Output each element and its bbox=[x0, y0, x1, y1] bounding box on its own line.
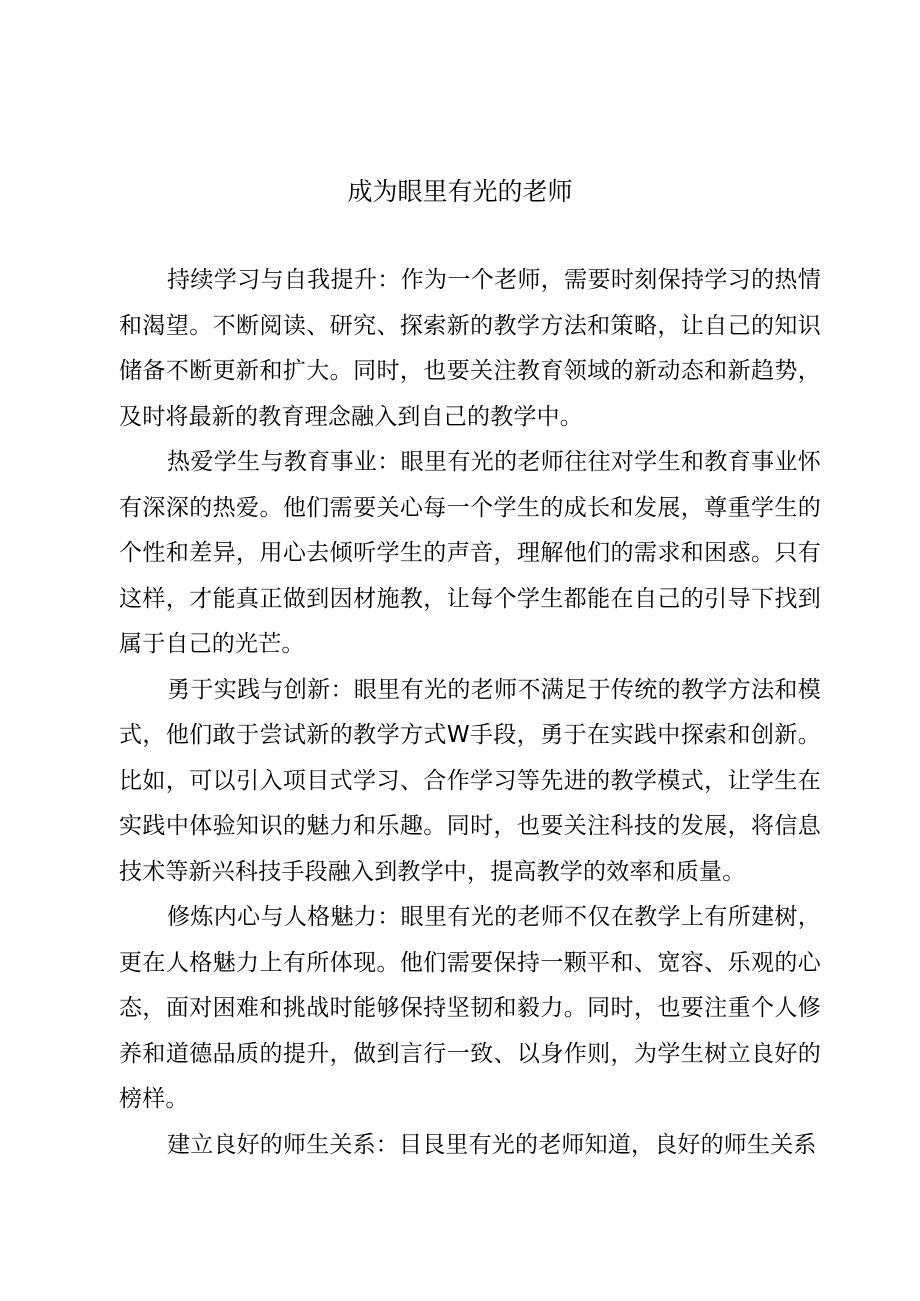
document-title: 成为眼里有光的老师 bbox=[347, 177, 573, 206]
paragraph-practice-innovation: 勇于实践与创新：眼里有光的老师不满足于传统的教学方法和模式，他们敢于尝试新的教学方式W手段，勇于在实践中探索和创新。比如，可以引入项目式学习、合作学习等先进的教学模式，让学生在实践中体验知识的魅力和乐趣。同时，也要关注科技的发展，将信息技术等新兴科技手段融入到教学中，提高教学的效率和质量。 bbox=[119, 676, 821, 885]
paragraph-inner-charm: 修炼内心与人格魅力：眼里有光的老师不仅在教学上有所建树，更在人格魅力上有所体现。他们需要保持一颗平和、宽容、乐观的心态，面对困难和挑战时能够保持坚韧和毅力。同时，也要注重个人修养和道德品质的提升，做到言行一致、以身作则，为学生树立良好的榜样。 bbox=[119, 904, 821, 1112]
document-body bbox=[119, 258, 821, 1168]
paragraph-teacher-student-relationship: 建立良好的师生关系：目艮里有光的老师知道，良好的师生关系 bbox=[167, 1131, 817, 1158]
paragraph-love-students: 热爱学生与教育事业：眼里有光的老师往往对学生和教育事业怀有深深的热爱。他们需要关心每一个学生的成长和发展，尊重学生的个性和差异，用心去倾听学生的声音，理解他们的需求和困惑。只有这样，才能真正做到因材施教，让每个学生都能在自己的引导下找到属于自己的光芒。 bbox=[119, 449, 821, 657]
paragraph-continuous-learning: 持续学习与自我提升：作为一个老师，需要时刻保持学习的热情和渴望。不断阅读、研究、探索新的教学方法和策略，让自己的知识储备不断更新和扩大。同时，也要关注教育领域的新动态和新趋势，及时将最新的教育理念融入到自己的教学中。 bbox=[119, 267, 821, 430]
